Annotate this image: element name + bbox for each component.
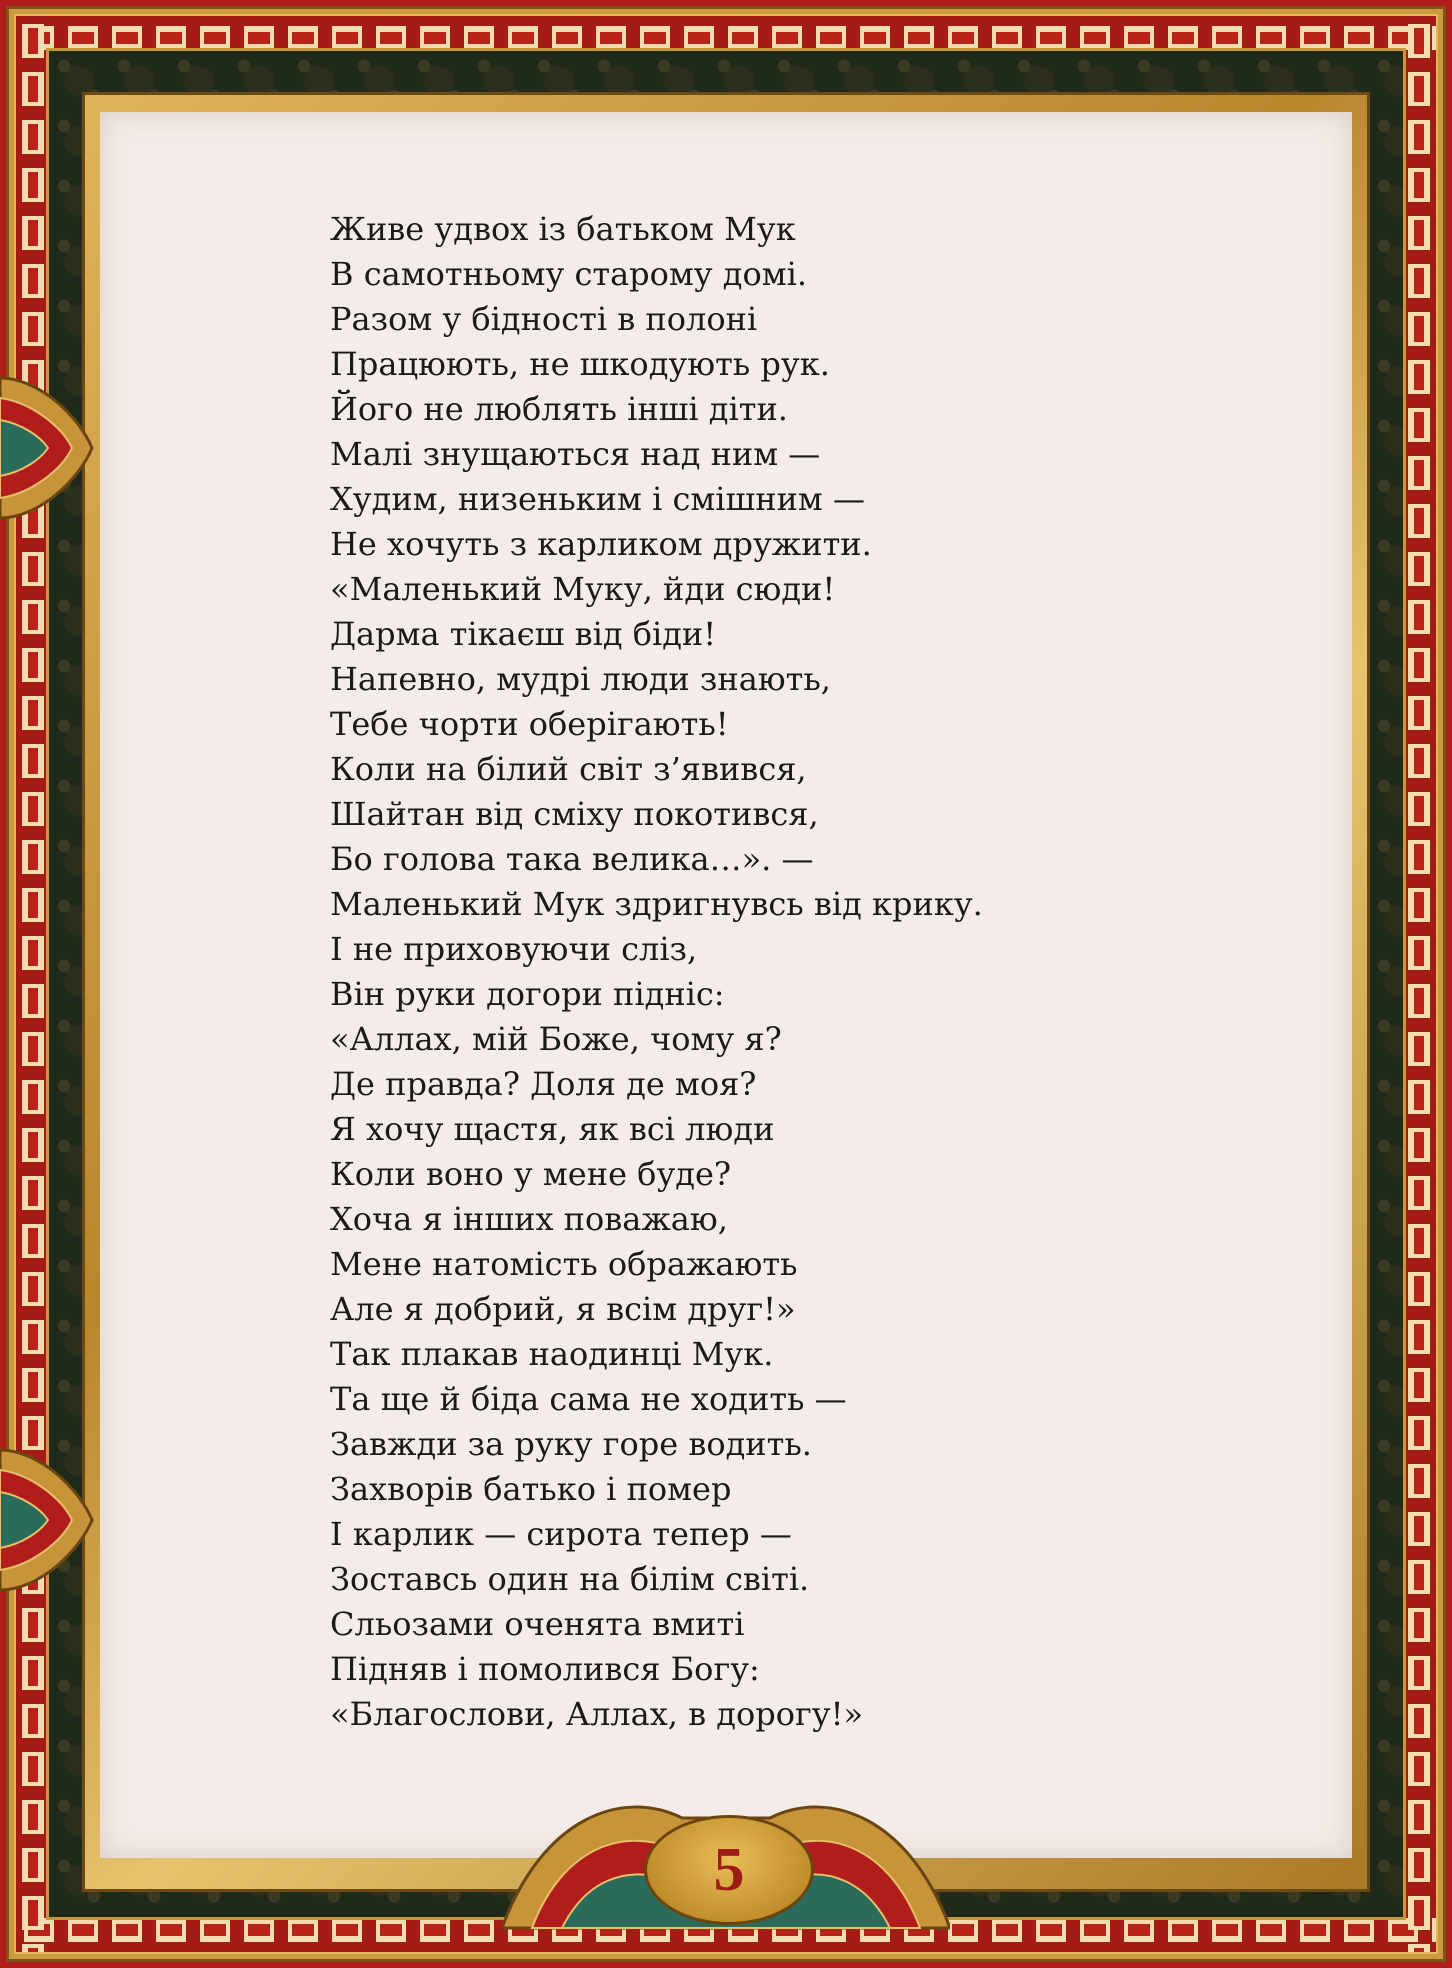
ornament-icon [0,368,96,528]
poem-line: Він руки догори підніс: [330,975,725,1013]
poem-line: Я хочу щастя, як всі люди [330,1110,775,1148]
poem-line: «Благослови, Аллах, в дорогу!» [330,1695,864,1733]
poem-line: І не приховуючи сліз, [330,930,698,968]
poem-line: Завжди за руку горе водить. [330,1425,812,1463]
poem-line: Мене натомість ображають [330,1245,798,1283]
poem-line: Напевно, мудрі люди знають, [330,660,831,698]
poem-line: Шайтан від сміху покотився, [330,795,819,833]
poem-line: Та ще й біда сама не ходить — [330,1380,847,1418]
poem-line: Підняв і помолився Богу: [330,1650,760,1688]
poem-line: Хоча я інших поважаю, [330,1200,728,1238]
poem-line: Де правда? Доля де моя? [330,1065,757,1103]
poem-line: «Аллах, мій Боже, чому я? [330,1020,782,1058]
poem-line: «Маленький Муку, йди сюди! [330,570,836,608]
poem-line: Живе удвох із батьком Мук [330,210,796,248]
poem-line: Так плакав наодинці Мук. [330,1335,774,1373]
poem-line: Але я добрий, я всім друг!» [330,1290,796,1328]
top-chain-border [16,26,1436,50]
poem-line: Дарма тікаєш від біди! [330,615,717,653]
poem-text [330,207,1330,1737]
poem-line: Захворів батько і помер [330,1470,732,1508]
poem-line: Малі знущаються над ним — [330,435,821,473]
right-chain-border [1408,16,1430,1952]
poem-line: Працюють, не шкодують рук. [330,345,830,383]
left-chain-border [22,16,44,1952]
poem-line: Його не люблять інші діти. [330,390,788,428]
poem-line: Бо голова така велика…». — [330,840,814,878]
poem-line: Тебе чорти оберігають! [330,705,729,743]
poem-line: В самотньому старому домі. [330,255,808,293]
poem-line: Не хочуть з карликом дружити. [330,525,872,563]
ornament-icon [0,1440,96,1600]
poem-line: Сльозами оченята вмиті [330,1605,745,1643]
poem-line: Зоставсь один на білім світі. [330,1560,810,1598]
poem-line: Худим, низеньким і смішним — [330,480,865,518]
poem-line: Коли на білий світ з’явився, [330,750,807,788]
poem-line: Коли воно у мене буде? [330,1155,732,1193]
poem-line: І карлик — сирота тепер — [330,1515,792,1553]
poem-line: Маленький Мук здригнувсь від крику. [330,885,983,923]
poem-line: Разом у бідності в полоні [330,300,758,338]
page-number: 5 [644,1815,814,1925]
